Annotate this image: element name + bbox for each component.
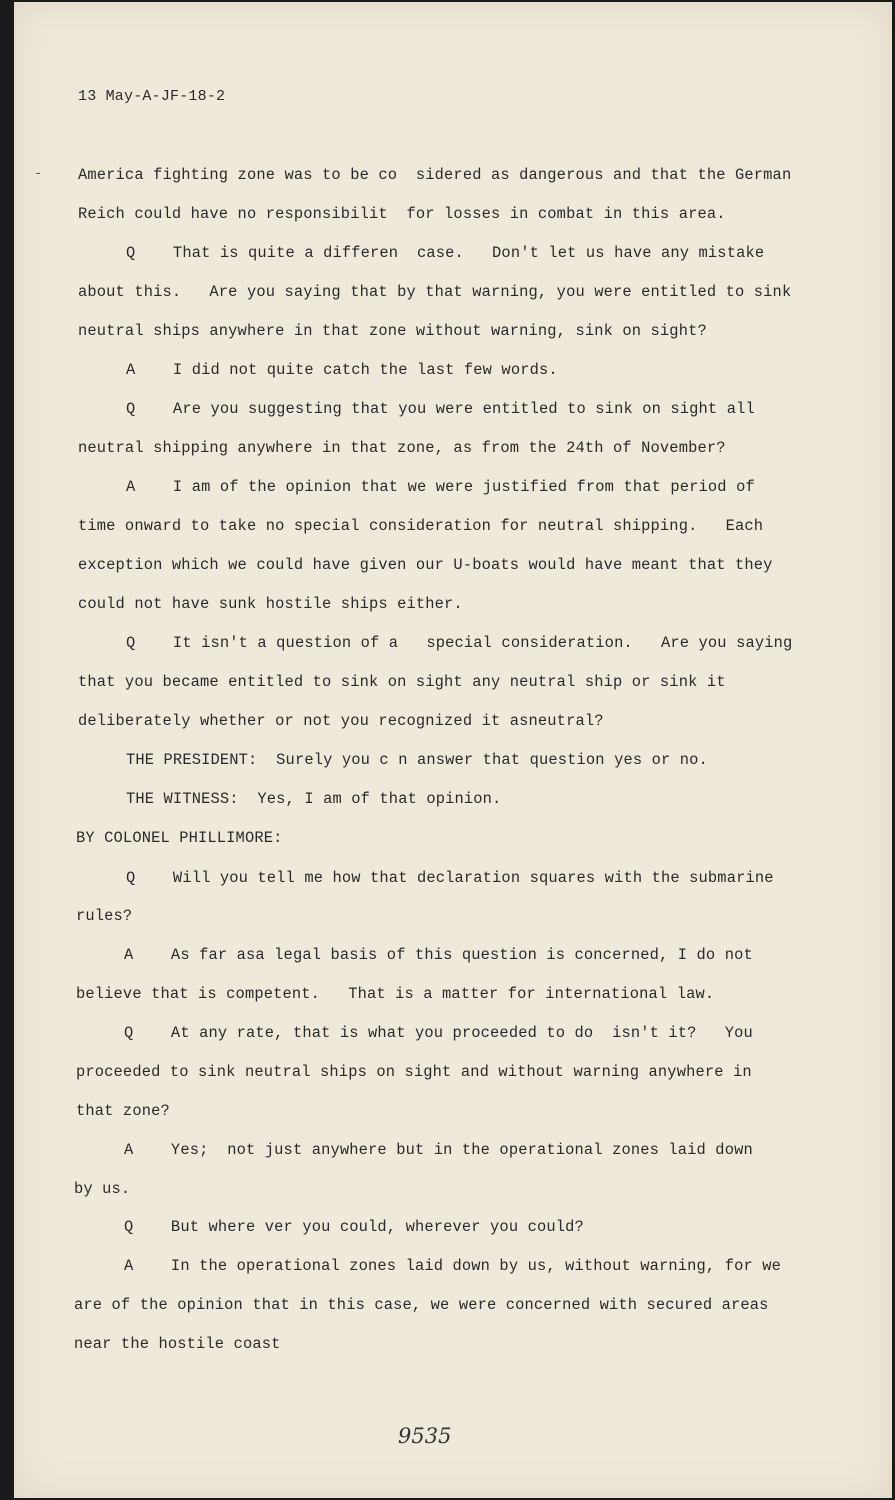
document-page (14, 2, 892, 1498)
text-line: rules? (76, 907, 133, 925)
text-line: proceeded to sink neutral ships on sight and without warning anywhere in (76, 1063, 752, 1081)
text-line: time onward to take no special consideration for neutral shipping. Each (78, 517, 764, 535)
text-line: that you became entitled to sink on sight any neutral ship or sink it (78, 673, 726, 691)
text-line: Q But where ver you could, wherever you could? (124, 1218, 584, 1236)
text-line: Reich could have no responsibilit for losses in combat in this area. (78, 205, 726, 223)
text-line: A As far asa legal basis of this question is concerned, I do not (124, 946, 753, 964)
text-line: A In the operational zones laid down by us, without warning, for we (124, 1257, 782, 1275)
page-number: 9535 (398, 1424, 452, 1448)
text-line: neutral ships anywhere in that zone without warning, sink on sight? (78, 322, 707, 340)
text-line: THE WITNESS: Yes, I am of that opinion. (126, 790, 502, 808)
text-line: about this. Are you saying that by that warning, you were entitled to sink (78, 283, 792, 301)
text-line: could not have sunk hostile ships either. (78, 595, 463, 613)
text-line: BY COLONEL PHILLIMORE: (76, 829, 283, 847)
text-line: Q That is quite a differen case. Don't let us have any mistake (126, 244, 765, 262)
text-line: by us. (74, 1180, 131, 1198)
text-line: Q At any rate, that is what you proceeded to do isn't it? You (124, 1024, 753, 1042)
text-line: believe that is competent. That is a matter for international law. (76, 985, 715, 1003)
text-line: A I am of the opinion that we were justified from that period of (126, 478, 755, 496)
text-line: A Yes; not just anywhere but in the operational zones laid down (124, 1141, 753, 1159)
text-line: Q It isn't a question of a special consideration. Are you saying (126, 634, 793, 652)
text-line: THE PRESIDENT: Surely you c n answer that question yes or no. (126, 751, 708, 769)
text-line: exception which we could have given our U-boats would have meant that they (78, 556, 773, 574)
text-line: near the hostile coast (74, 1335, 281, 1353)
text-line: Q Will you tell me how that declaration squares with the submarine (126, 869, 774, 887)
text-line: that zone? (76, 1102, 170, 1120)
text-line: deliberately whether or not you recognized it asneutral? (78, 712, 604, 730)
document-header: 13 May-A-JF-18-2 (78, 88, 226, 105)
text-line: Q Are you suggesting that you were entitled to sink on sight all (126, 400, 755, 418)
text-line: are of the opinion that in this case, we were concerned with secured areas (74, 1296, 769, 1314)
text-line: neutral shipping anywhere in that zone, as from the 24th of November? (78, 439, 726, 457)
text-line: America fighting zone was to be co sidered as dangerous and that the German (78, 166, 792, 184)
margin-mark: - (34, 166, 43, 182)
text-line: A I did not quite catch the last few words. (126, 361, 558, 379)
